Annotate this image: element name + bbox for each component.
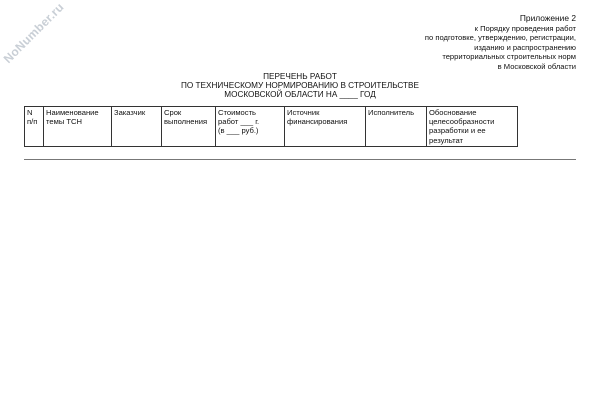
- header-number: [25, 107, 44, 147]
- appendix-line: территориальных строительных норм: [442, 52, 576, 62]
- header-deadline: [162, 107, 216, 147]
- document-title-line: ПО ТЕХНИЧЕСКОМУ НОРМИРОВАНИЮ В СТРОИТЕЛЬСТВЕ: [181, 81, 419, 91]
- watermark-text: NoNumber.ru: [0, 0, 67, 66]
- document-title: [0, 72, 600, 100]
- works-table: [24, 106, 518, 147]
- header-text: разработки и ее: [429, 126, 486, 136]
- header-text: Исполнитель: [368, 108, 415, 117]
- appendix-line: изданию и распространению: [474, 42, 576, 52]
- header-text: Источник: [287, 108, 320, 117]
- appendix-header: [425, 13, 576, 71]
- table-header-row: [25, 107, 518, 147]
- header-customer: [112, 107, 162, 147]
- header-topic-name: [44, 107, 112, 147]
- header-text: п/п: [27, 117, 38, 127]
- header-funding-source: [285, 107, 366, 147]
- header-cost: [216, 107, 285, 147]
- header-text: (в ___ руб.): [218, 126, 259, 136]
- header-text: работ ___ г.: [218, 117, 260, 127]
- header-text: Обоснование: [429, 108, 477, 117]
- header-text: Заказчик: [114, 108, 146, 117]
- document-title-line: ПЕРЕЧЕНЬ РАБОТ: [263, 72, 337, 81]
- appendix-line: к Порядку проведения работ: [474, 24, 576, 33]
- appendix-line: по подготовке, утверждению, регистрации,: [424, 33, 576, 43]
- header-text: N: [27, 108, 33, 117]
- header-text: выполнения: [164, 117, 208, 127]
- header-text: финансирования: [287, 117, 348, 127]
- header-text: темы ТСН: [46, 117, 83, 127]
- header-contractor: [366, 107, 427, 147]
- document-title-line: МОСКОВСКОЙ ОБЛАСТИ НА ____ ГОД: [224, 90, 376, 100]
- header-text: Срок: [164, 108, 182, 117]
- header-justification: [427, 107, 518, 147]
- horizontal-divider: [24, 159, 576, 160]
- header-text: Наименование: [46, 108, 99, 117]
- appendix-line: в Московской области: [497, 61, 576, 71]
- header-text: Стоимость: [218, 108, 257, 117]
- header-text: целесообразности: [429, 117, 495, 127]
- appendix-title: Приложение 2: [519, 13, 576, 23]
- header-text: результат: [429, 135, 464, 145]
